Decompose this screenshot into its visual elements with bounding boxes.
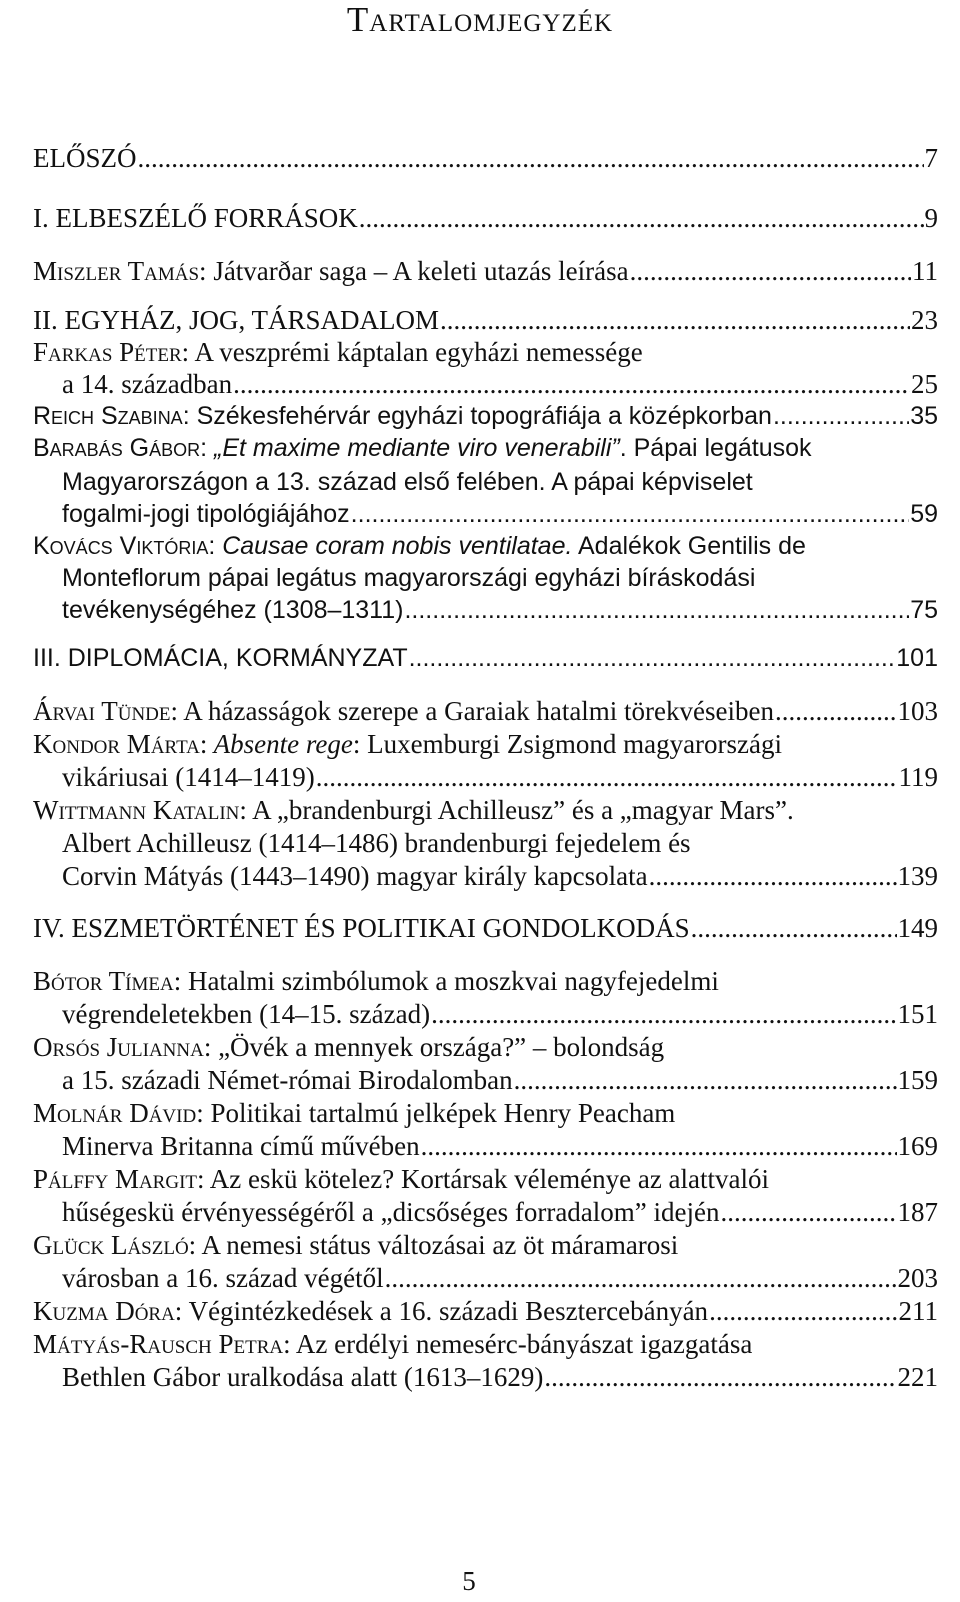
toc-entry-title-continued: Bethlen Gábor uralkodása alatt (1613–1629) <box>62 1362 544 1392</box>
toc-entry-title: Végintézkedések a 16. századi Besztercebányán <box>182 1296 709 1326</box>
author-name: Mátyás-Rausch Petra: <box>33 1329 291 1359</box>
toc-page-number: 187 <box>897 1197 938 1227</box>
toc-entry-title: Adalékok Gentilis de <box>572 532 806 560</box>
toc-entry-wittmann-line2 <box>62 827 938 859</box>
author-name: Wittmann Katalin: <box>33 795 247 825</box>
toc-page-number: 139 <box>897 861 938 891</box>
toc-section-title: I. ELBESZÉLŐ FORRÁSOK <box>33 203 358 233</box>
toc-entry-gluck-line2[interactable] <box>62 1262 938 1294</box>
toc-entry-title-continued: városban a 16. század végétől <box>62 1263 384 1293</box>
dot-leader <box>359 202 924 234</box>
toc-page-number: 35 <box>910 402 938 430</box>
toc-entry-palffy-line1[interactable] <box>33 1163 938 1195</box>
toc-page-number: 221 <box>897 1362 938 1392</box>
toc-entry-italic-title: Absente rege <box>207 729 353 759</box>
toc-entry-title: : Luxemburgi Zsigmond magyarországi <box>352 729 783 759</box>
dot-leader <box>404 594 909 626</box>
toc-entry-kondor-line2[interactable] <box>62 761 938 793</box>
toc-entry-title: . Pápai legátusok <box>619 434 812 462</box>
toc-entry-title: Az eskü kötelez? Kortársak véleménye az alattvalói <box>204 1164 770 1194</box>
toc-page-number: 211 <box>898 1296 938 1326</box>
dot-leader <box>138 142 924 174</box>
dot-leader <box>514 1064 897 1096</box>
toc-entry-title-continued: Monteflorum pápai legátus magyarországi egyházi bíráskodási <box>62 564 756 592</box>
toc-entry-arvai[interactable] <box>33 695 938 727</box>
toc-page-number: 149 <box>897 913 938 943</box>
toc-entry-title-continued: Minerva Britanna című művében <box>62 1131 420 1161</box>
author-name: Kondor Márta: <box>33 729 208 759</box>
toc-page-number: 59 <box>910 500 938 528</box>
toc-section-4[interactable] <box>33 912 938 944</box>
toc-entry-title: „Övék a mennyek országa?” – bolondság <box>211 1032 665 1062</box>
toc-entry-wittmann-line1[interactable] <box>33 794 938 826</box>
toc-entry-title-continued: végrendeletekben (14–15. század) <box>62 999 431 1029</box>
toc-entry-kovacs-line1[interactable] <box>33 530 938 562</box>
toc-entry-reich[interactable] <box>33 400 938 432</box>
toc-section-3[interactable] <box>33 642 938 674</box>
dot-leader <box>691 912 897 944</box>
dot-leader <box>421 1130 897 1162</box>
toc-section-2[interactable] <box>33 304 938 336</box>
toc-page-number: 101 <box>896 644 938 672</box>
author-name: Molnár Dávid: <box>33 1098 204 1128</box>
toc-entry-title: A házasságok szerepe a Garaiak hatalmi törekvéseiben <box>178 696 774 726</box>
toc-entry-title-continued: a 15. századi Német-római Birodalomban <box>62 1065 513 1095</box>
page-title: Tartalomjegyzék <box>346 0 614 39</box>
toc-entry-title-continued: Corvin Mátyás (1443–1490) magyar király kapcsolata <box>62 861 648 891</box>
author-name: Barabás Gábor: <box>33 434 208 462</box>
dot-leader <box>351 498 910 530</box>
toc-page-number: 7 <box>924 143 938 173</box>
author-name: Pálffy Margit: <box>33 1164 205 1194</box>
author-name: Glück László: <box>33 1230 197 1260</box>
toc-entry-barabas-line2 <box>62 466 938 498</box>
author-name: Kuzma Dóra: <box>33 1296 183 1326</box>
toc-entry-title-continued: hűségeskü érvényességéről a „dicsőséges forradalom” idején <box>62 1197 720 1227</box>
toc-entry-molnar-line2[interactable] <box>62 1130 938 1162</box>
toc-section-1[interactable] <box>33 202 938 234</box>
dot-leader <box>709 1295 897 1327</box>
toc-entry-barabas-line3[interactable] <box>62 498 938 530</box>
dot-leader <box>385 1262 897 1294</box>
toc-entry-title: A veszprémi káptalan egyházi nemessége <box>189 337 643 367</box>
author-name: Kovács Viktória: <box>33 532 216 560</box>
toc-entry-molnar-line1[interactable] <box>33 1097 938 1129</box>
toc-entry-wittmann-line3[interactable] <box>62 860 938 892</box>
toc-page-number: 151 <box>897 999 938 1029</box>
toc-entry-title-continued: tevékenységéhez (1308–1311) <box>62 596 404 624</box>
toc-entry-botor-line2[interactable] <box>62 998 938 1030</box>
toc-page-number: 75 <box>910 596 938 624</box>
toc-page-number: 159 <box>897 1065 938 1095</box>
dot-leader <box>721 1196 897 1228</box>
dot-leader <box>630 255 911 287</box>
toc-page-number: 119 <box>898 762 938 792</box>
author-name: Miszler Tamás: <box>33 256 207 286</box>
toc-entry-matyas-rausch-line2[interactable] <box>62 1361 938 1393</box>
author-name: Orsós Julianna: <box>33 1032 212 1062</box>
toc-section-title: II. EGYHÁZ, JOG, TÁRSADALOM <box>33 305 439 335</box>
toc-entry-palffy-line2[interactable] <box>62 1196 938 1228</box>
toc-section-title: IV. ESZMETÖRTÉNET ÉS POLITIKAI GONDOLKODÁS <box>33 913 690 943</box>
toc-entry-kuzma[interactable] <box>33 1295 938 1327</box>
toc-entry-farkas-line1[interactable] <box>33 336 938 368</box>
toc-entry-miszler[interactable] <box>33 255 938 287</box>
dot-leader <box>773 400 909 432</box>
toc-entry-title: Játvarðar saga – A keleti utazás leírása <box>206 256 629 286</box>
toc-entry-italic-title: Causae coram nobis ventilatae. <box>215 532 573 560</box>
toc-page-number: 169 <box>897 1131 938 1161</box>
toc-entry-matyas-rausch-line1[interactable] <box>33 1328 938 1360</box>
toc-entry-botor-line1[interactable] <box>33 965 938 997</box>
toc-page-number: 103 <box>897 696 938 726</box>
author-name: Árvai Tünde: <box>33 696 178 726</box>
page-number: 5 <box>462 1566 476 1596</box>
dot-leader <box>409 642 896 674</box>
toc-entry-title: ELŐSZÓ <box>33 143 137 173</box>
toc-page-number: 11 <box>912 256 938 286</box>
dot-leader <box>316 761 898 793</box>
toc-page-number: 25 <box>911 369 938 399</box>
toc-entry-title: Politikai tartalmú jelképek Henry Peacham <box>203 1098 676 1128</box>
toc-entry-orsos-line1[interactable] <box>33 1031 938 1063</box>
toc-entry-title-continued: Albert Achilleusz (1414–1486) brandenburgi fejedelem és <box>62 828 691 858</box>
toc-entry-preface[interactable] <box>33 142 938 174</box>
toc-entry-title: Hatalmi szimbólumok a moszkvai nagyfejedelmi <box>181 966 719 996</box>
dot-leader <box>440 304 910 336</box>
author-name: Farkas Péter: <box>33 337 190 367</box>
toc-entry-title-continued: vikáriusai (1414–1419) <box>62 762 315 792</box>
toc-entry-title-continued: a 14. században <box>62 369 233 399</box>
toc-page-number: 203 <box>897 1263 938 1293</box>
toc-page-number: 23 <box>911 305 938 335</box>
toc-entry-title-continued: fogalmi-jogi tipológiájához <box>62 500 350 528</box>
toc-entry-title: Székesfehérvár egyházi topográfiája a középkorban <box>189 402 772 430</box>
toc-entry-kovacs-line2 <box>62 562 938 594</box>
toc-entry-italic-title: „Et maxime mediante viro venerabili” <box>207 434 620 462</box>
dot-leader <box>649 860 897 892</box>
author-name: Reich Szabina: <box>33 402 190 430</box>
toc-entry-title: Az erdélyi nemesérc-bányászat igazgatása <box>290 1329 753 1359</box>
toc-entry-orsos-line2[interactable] <box>62 1064 938 1096</box>
toc-entry-title: A „brandenburgi Achilleusz” és a „magyar Mars”. <box>246 795 794 825</box>
dot-leader <box>233 368 910 400</box>
dot-leader <box>544 1361 896 1393</box>
toc-entry-title: A nemesi státus változásai az öt máramarosi <box>196 1230 679 1260</box>
toc-page-number: 9 <box>924 203 938 233</box>
toc-entry-kovacs-line3[interactable] <box>62 594 938 626</box>
author-name: Bótor Tímea: <box>33 966 182 996</box>
dot-leader <box>775 695 897 727</box>
toc-entry-farkas-line2[interactable] <box>62 368 938 400</box>
toc-entry-barabas-line1[interactable] <box>33 432 938 464</box>
toc-entry-title-continued: Magyarországon a 13. század első felében. A pápai képviselet <box>62 468 753 496</box>
toc-section-title: III. DIPLOMÁCIA, KORMÁNYZAT <box>33 644 408 672</box>
toc-entry-kondor-line1[interactable] <box>33 728 938 760</box>
dot-leader <box>431 998 896 1030</box>
toc-entry-gluck-line1[interactable] <box>33 1229 938 1261</box>
